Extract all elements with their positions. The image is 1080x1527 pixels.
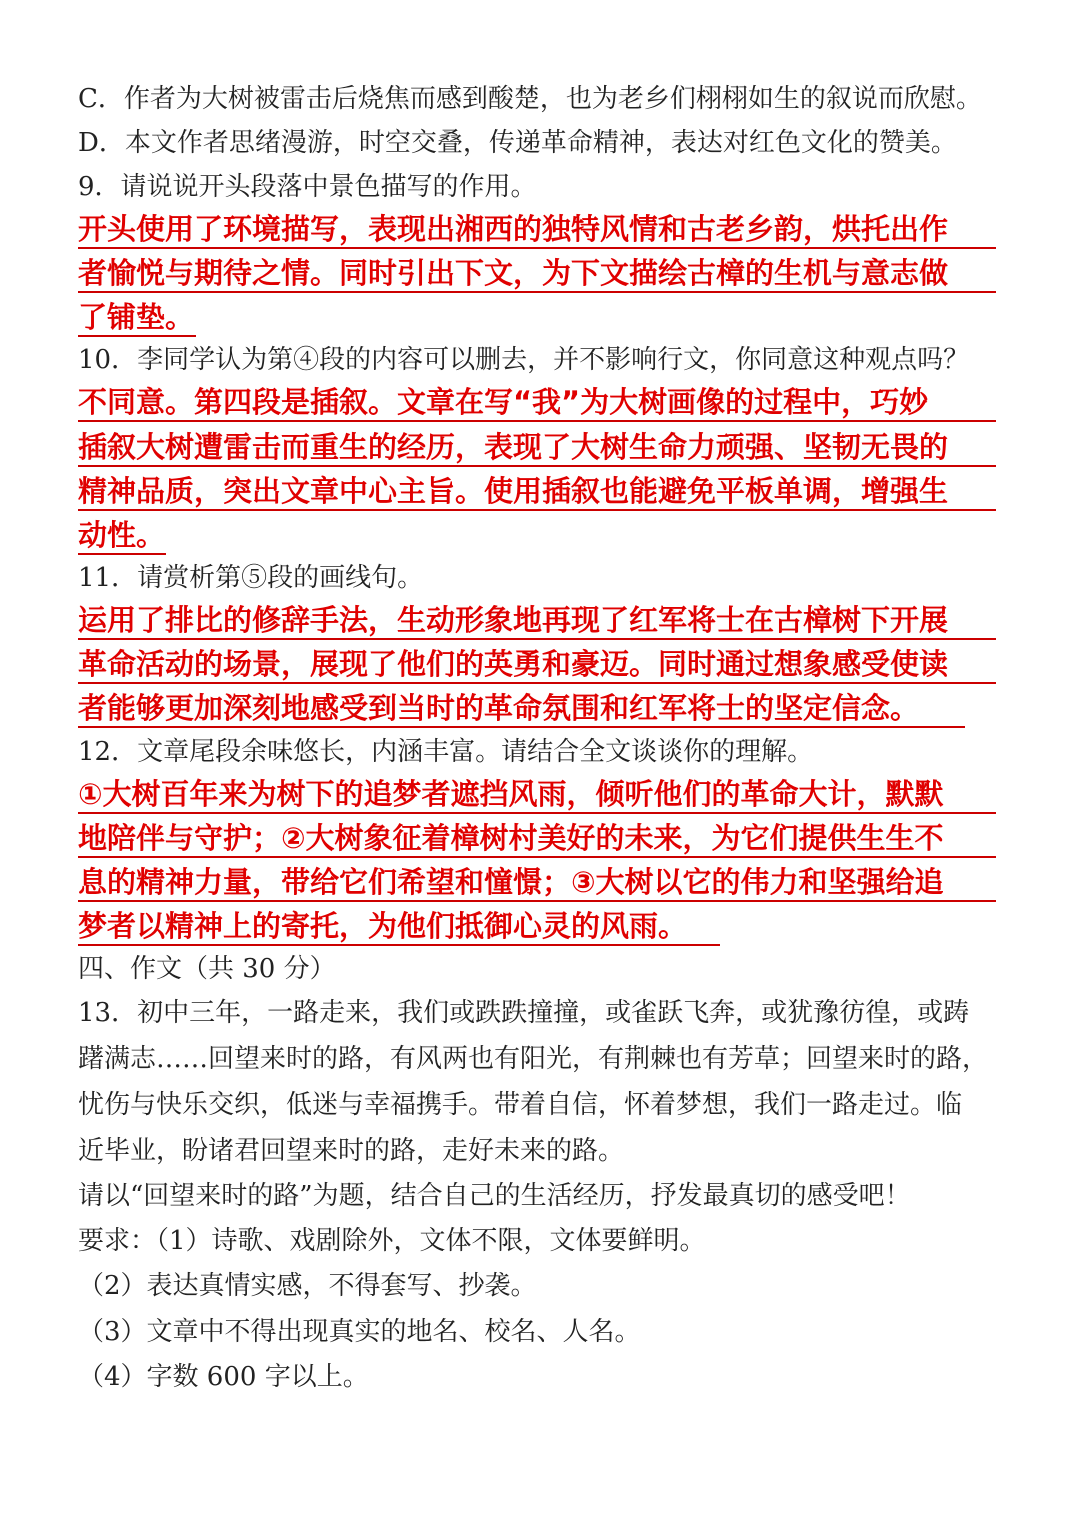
essay-prompt: 请以“回望来时的路”为题，结合自己的生活经历，抒发最真切的感受吧！ [78,1181,911,1211]
question-13-line: 躇满志……回望来时的路，有风两也有阳光，有荆棘也有芳草；回望来时的路， [78,1044,989,1074]
answer-12-line: ①大树百年来为树下的追梦者遮挡风雨，倾听他们的革命大计，默默 [78,777,996,814]
question-13-line: 13．初中三年，一路走来，我们或跌跌撞撞，或雀跃飞奔，或犹豫彷徨，或踌 [78,998,970,1028]
answer-12-line: 梦者以精神上的寄托，为他们抵御心灵的风雨。 [78,909,720,946]
question-11: 11．请赏析第⑤段的画线句。 [78,563,424,593]
answer-11-line: 革命活动的场景，展现了他们的英勇和豪迈。同时通过想象感受使读 [78,647,996,684]
question-13-line: 忧伤与快乐交织，低迷与幸福携手。带着自信，怀着梦想，我们一路走过。临 [78,1090,963,1120]
answer-10-line: 插叙大树遭雷击而重生的经历，表现了大树生命力顽强、坚韧无畏的 [78,430,996,467]
question-9: 9．请说说开头段落中景色描写的作用。 [78,172,537,202]
section-heading: 四、作文（共 30 分） [78,954,336,984]
question-13-line: 近毕业，盼诸君回望来时的路，走好未来的路。 [78,1136,625,1166]
answer-10-line: 动性。 [78,518,166,555]
essay-requirement: 要求：（1）诗歌、戏剧除外，文体不限，文体要鲜明。 [78,1226,706,1256]
essay-requirement: （4）字数 600 字以上。 [78,1362,369,1392]
answer-10-line: 精神品质，突出文章中心主旨。使用插叙也能避免平板单调，增强生 [78,474,996,511]
option-c: C．作者为大树被雷击后烧焦而感到酸楚，也为老乡们栩栩如生的叙说而欣慰。 [78,84,982,114]
answer-11-line: 运用了排比的修辞手法，生动形象地再现了红军将士在古樟树下开展 [78,603,996,640]
essay-requirement: （2）表达真情实感，不得套写、抄袭。 [78,1271,537,1301]
answer-9-line: 了铺垫。 [78,300,196,337]
answer-11-line: 者能够更加深刻地感受到当时的革命氛围和红军将士的坚定信念。 [78,691,965,728]
answer-9-line: 者愉悦与期待之情。同时引出下文，为下文描绘古樟的生机与意志做 [78,256,996,293]
essay-requirement: （3）文章中不得出现真实的地名、校名、人名。 [78,1317,641,1347]
question-12: 12．文章尾段余味悠长，内涵丰富。请结合全文谈谈你的理解。 [78,737,814,767]
question-10: 10．李同学认为第④段的内容可以删去，并不影响行文，你同意这种观点吗？ [78,345,970,375]
answer-12-line: 地陪伴与守护；②大树象征着樟树村美好的未来，为它们提供生生不 [78,821,996,858]
answer-12-line: 息的精神力量，带给它们希望和憧憬；③大树以它的伟力和坚强给追 [78,865,996,902]
option-d: D．本文作者思绪漫游，时空交叠，传递革命精神，表达对红色文化的赞美。 [78,128,957,158]
answer-9-line: 开头使用了环境描写，表现出湘西的独特风情和古老乡韵，烘托出作 [78,212,996,249]
answer-10-line: 不同意。第四段是插叙。文章在写“我”为大树画像的过程中，巧妙 [78,385,996,422]
